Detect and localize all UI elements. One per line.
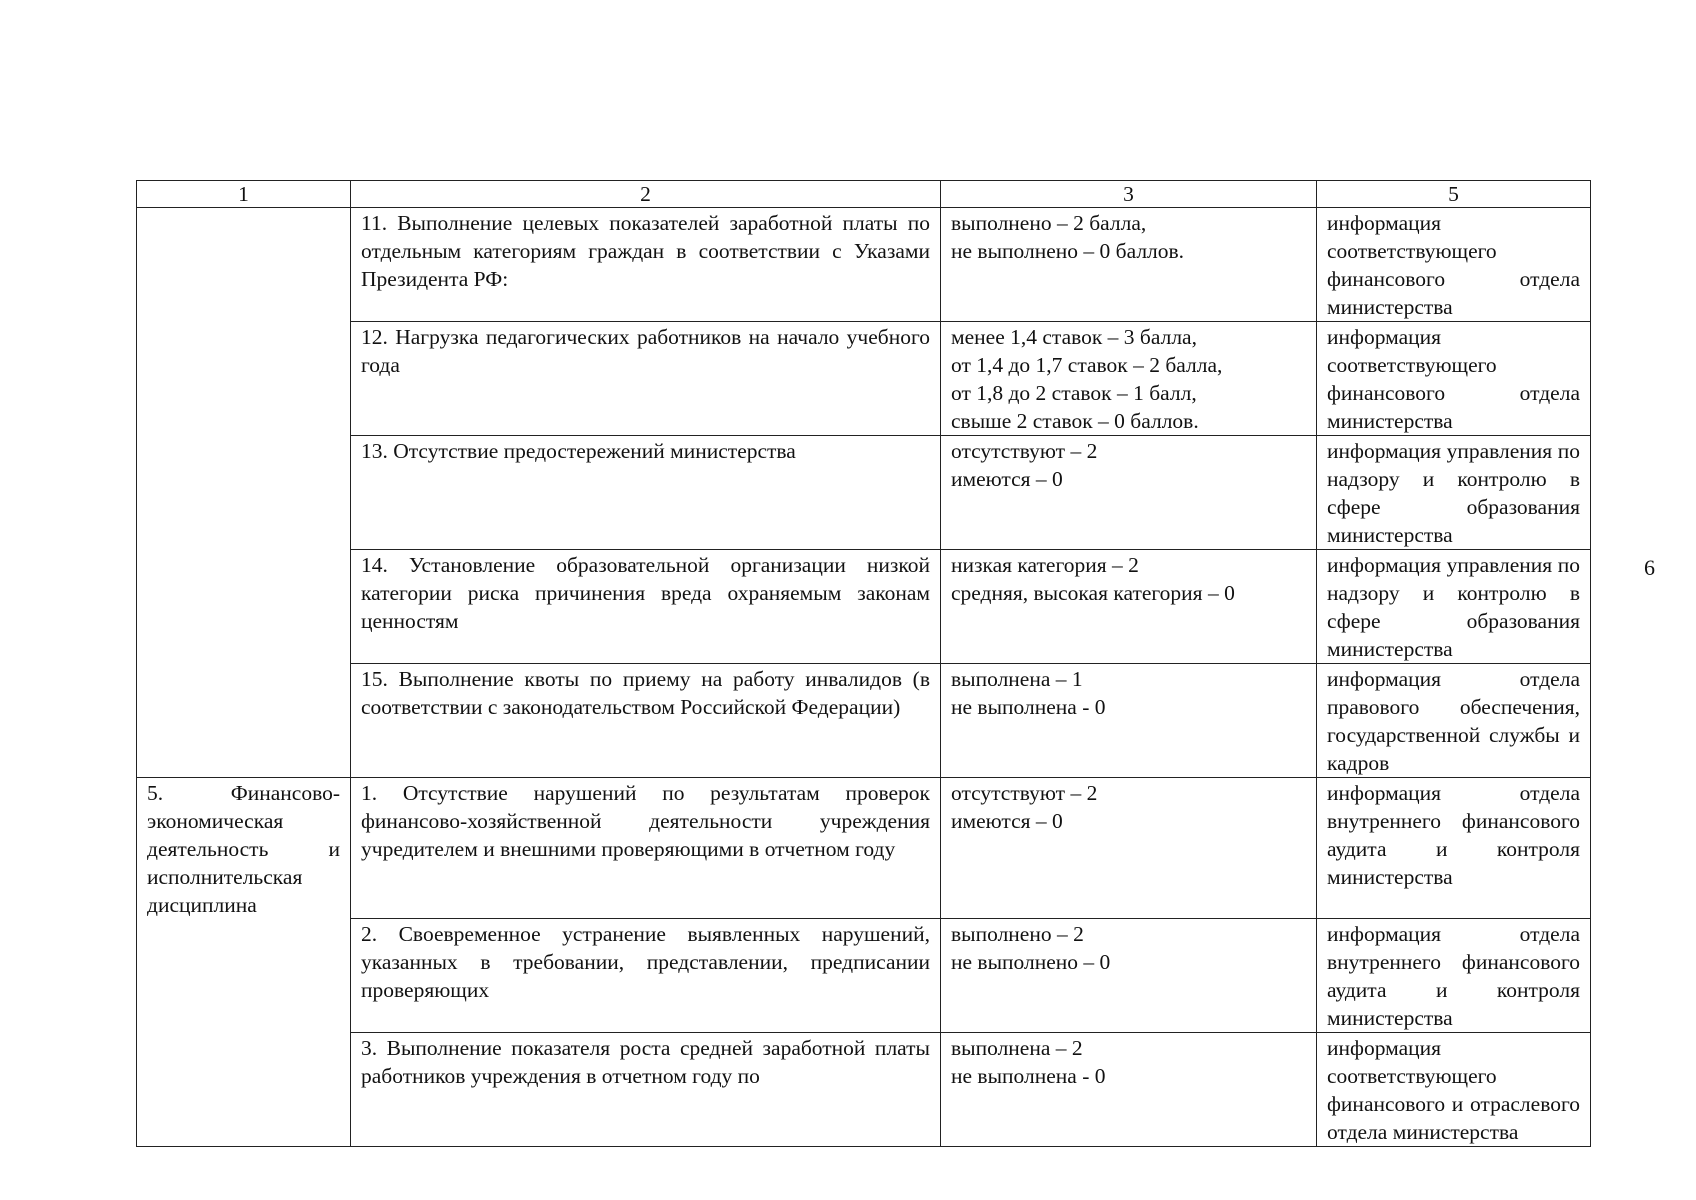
indicator-cell: 3. Выполнение показателя роста средней заработной платы работников учреждения в отчетном году по: [351, 1033, 941, 1147]
indicator-cell: 1. Отсутствие нарушений по результатам проверок финансово-хозяйственной деятельности учреждения учредителем и внешними проверяющими в отчетном году: [351, 778, 941, 919]
table-row: [137, 322, 1591, 436]
table-row: [137, 778, 1591, 919]
page-number: 6: [1644, 555, 1655, 580]
criteria-table: [136, 180, 1591, 1147]
criteria-line: низкая категория – 2: [951, 553, 1139, 577]
criteria-line: не выполнено – 0: [951, 950, 1111, 974]
table-row: [137, 664, 1591, 778]
header-cell: 3: [941, 181, 1317, 208]
criteria-line: выполнена – 1: [951, 667, 1083, 691]
table-row: [137, 208, 1591, 322]
source-cell: информация отдела внутреннего финансового аудита и контроля министерства: [1317, 778, 1591, 919]
section-title-cell: 5. Финансово-экономическая деятельность и исполнительская дисциплина: [137, 778, 351, 1147]
indicator-cell: 2. Своевременное устранение выявленных нарушений, указанных в требовании, представлении, предписании проверяющих: [351, 919, 941, 1033]
criteria-line: не выполнена - 0: [951, 695, 1106, 719]
indicator-cell: 11. Выполнение целевых показателей заработной платы по отдельным категориям граждан в соответствии с Указами Президента РФ:: [351, 208, 941, 322]
criteria-line: отсутствуют – 2: [951, 781, 1098, 805]
criteria-cell: [941, 322, 1317, 436]
criteria-cell: [941, 208, 1317, 322]
indicator-cell: 15. Выполнение квоты по приему на работу инвалидов (в соответствии с законодательством Российской Федерации): [351, 664, 941, 778]
criteria-line: средняя, высокая категория – 0: [951, 581, 1235, 605]
indicator-cell: 13. Отсутствие предостережений министерства: [351, 436, 941, 550]
table-row: [137, 919, 1591, 1033]
indicator-cell: 12. Нагрузка педагогических работников на начало учебного года: [351, 322, 941, 436]
indicator-cell: 14. Установление образовательной организации низкой категории риска причинения вреда охраняемым законам ценностям: [351, 550, 941, 664]
criteria-cell: [941, 436, 1317, 550]
criteria-cell: [941, 550, 1317, 664]
criteria-line: выполнено – 2: [951, 922, 1084, 946]
criteria-cell: [941, 778, 1317, 919]
source-cell: информация отдела правового обеспечения, государственной службы и кадров: [1317, 664, 1591, 778]
criteria-cell: [941, 664, 1317, 778]
source-cell: информация отдела внутреннего финансового аудита и контроля министерства: [1317, 919, 1591, 1033]
source-cell: информация соответствующего финансового отдела министерства: [1317, 208, 1591, 322]
criteria-line: менее 1,4 ставок – 3 балла,: [951, 325, 1197, 349]
header-cell: 2: [351, 181, 941, 208]
table-row: [137, 436, 1591, 550]
table-row: [137, 1033, 1591, 1147]
header-cell: 5: [1317, 181, 1591, 208]
source-cell: информация управления по надзору и контролю в сфере образования министерства: [1317, 550, 1591, 664]
criteria-line: от 1,8 до 2 ставок – 1 балл,: [951, 381, 1197, 405]
criteria-line: выполнена – 2: [951, 1036, 1083, 1060]
criteria-line: от 1,4 до 1,7 ставок – 2 балла,: [951, 353, 1223, 377]
criteria-line: отсутствуют – 2: [951, 439, 1098, 463]
source-cell: информация управления по надзору и контролю в сфере образования министерства: [1317, 436, 1591, 550]
source-cell: информация соответствующего финансового и отраслевого отдела министерства: [1317, 1033, 1591, 1147]
header-cell: 1: [137, 181, 351, 208]
criteria-line: имеются – 0: [951, 467, 1063, 491]
criteria-cell: [941, 919, 1317, 1033]
criteria-line: имеются – 0: [951, 809, 1063, 833]
source-cell: информация соответствующего финансового отдела министерства: [1317, 322, 1591, 436]
section-cell-empty: [137, 208, 351, 778]
criteria-cell: [941, 1033, 1317, 1147]
table-row: [137, 550, 1591, 664]
criteria-line: не выполнена - 0: [951, 1064, 1106, 1088]
criteria-line: свыше 2 ставок – 0 баллов.: [951, 409, 1199, 433]
criteria-line: выполнено – 2 балла,: [951, 211, 1147, 235]
criteria-line: не выполнено – 0 баллов.: [951, 239, 1185, 263]
table-header-row: [137, 181, 1591, 208]
